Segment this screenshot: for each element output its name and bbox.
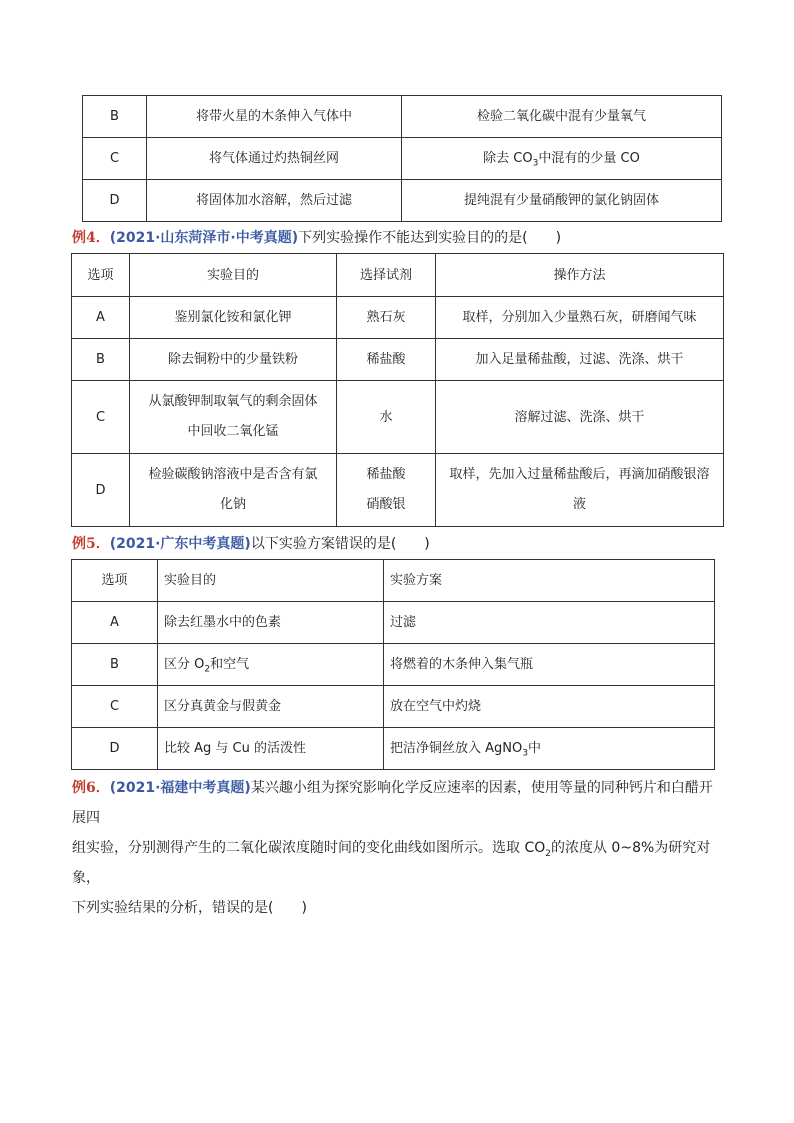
header-cell: 选择试剂 [337,254,436,297]
option-cell: B [72,644,158,686]
table-row [83,96,722,138]
purpose-cell: 从氯酸钾制取氧气的剩余固体 中回收二氧化锰 [130,381,337,454]
option-cell: C [72,686,158,728]
table-row [72,602,715,644]
table-row [72,339,724,381]
purpose-cell: 除去铜粉中的少量铁粉 [130,339,337,381]
table-row [72,297,724,339]
plan-cell: 过滤 [384,602,715,644]
example-5-question [72,533,430,555]
option-cell: D [72,454,130,527]
purpose-cell: 比较 Ag 与 Cu 的活泼性 [158,728,384,770]
operation-cell: 将气体通过灼热铜丝网 [147,138,402,180]
example-label: 例4． [72,230,110,246]
header-cell: 实验目的 [158,560,384,602]
example-label: 例5． [72,536,110,552]
header-cell: 操作方法 [436,254,724,297]
example-6-question [72,773,724,923]
table-row [72,686,715,728]
option-cell: C [72,381,130,454]
example-4-question [72,227,561,249]
reagent-cell: 水 [337,381,436,454]
table-row [72,728,715,770]
plan-cell: 放在空气中灼烧 [384,686,715,728]
option-cell: B [72,339,130,381]
reagent-cell: 熟石灰 [337,297,436,339]
purpose-cell: 鉴别氯化铵和氯化钾 [130,297,337,339]
question-text: 以下实验方案错误的是( ) [250,536,430,552]
purpose-cell: 提纯混有少量硝酸钾的氯化钠固体 [402,180,722,222]
table-header-row [72,254,724,297]
reagent-cell: 稀盐酸 [337,339,436,381]
option-cell: D [83,180,147,222]
header-cell: 选项 [72,560,158,602]
exam-source: (2021·广东中考真题) [109,536,251,552]
option-cell: B [83,96,147,138]
option-cell: A [72,297,130,339]
purpose-cell: 检验碳酸钠溶液中是否含有氯 化钠 [130,454,337,527]
header-cell: 实验方案 [384,560,715,602]
example-4-table [71,253,724,527]
question-line-3: 下列实验结果的分析，错误的是( ) [72,900,307,916]
option-cell: A [72,602,158,644]
option-cell: D [72,728,158,770]
plan-cell: 把洁净铜丝放入 AgNO$_3$中 [384,728,715,770]
table-row [83,180,722,222]
exam-source: (2021·山东菏泽市·中考真题) [109,230,299,246]
header-cell: 选项 [72,254,130,297]
table-row [72,381,724,454]
option-cell: C [83,138,147,180]
table-row [72,644,715,686]
plan-cell: 将燃着的木条伸入集气瓶 [384,644,715,686]
table-header-row [72,560,715,602]
table-row [83,138,722,180]
example-5-table [71,559,715,770]
table-row [72,454,724,527]
purpose-cell: 除去 $CO_3$中混有的少量 CO [402,138,722,180]
purpose-cell: 区分真黄金与假黄金 [158,686,384,728]
purpose-cell: 检验二氧化碳中混有少量氧气 [402,96,722,138]
method-cell: 取样，先加入过量稀盐酸后，再滴加硝酸银溶 液 [436,454,724,527]
purpose-cell: 除去红墨水中的色素 [158,602,384,644]
method-cell: 取样，分别加入少量熟石灰，研磨闻气味 [436,297,724,339]
question-text: 下列实验操作不能达到实验目的的是( ) [298,230,562,246]
method-cell: 加入足量稀盐酸，过滤、洗涤、烘干 [436,339,724,381]
reagent-cell: 稀盐酸 硝酸银 [337,454,436,527]
header-cell: 实验目的 [130,254,337,297]
question-line-1: 例6．(2021·福建中考真题)某兴趣小组为探究影响化学反应速率的因素，使用等量的同种钙片和白醋开展四 [72,780,713,826]
question-line-2: 组实验，分别测得产生的二氧化碳浓度随时间的变化曲线如图所示。选取 $CO_2$的浓度从 0~8%为研究对象， [72,840,711,886]
purpose-cell: 区分 $O_2$和空气 [158,644,384,686]
table-continued [82,95,722,222]
exam-source: (2021·福建中考真题) [109,780,251,796]
operation-cell: 将固体加水溶解，然后过滤 [147,180,402,222]
method-cell: 溶解过滤、洗涤、烘干 [436,381,724,454]
operation-cell: 将带火星的木条伸入气体中 [147,96,402,138]
example-label: 例6． [72,780,110,796]
